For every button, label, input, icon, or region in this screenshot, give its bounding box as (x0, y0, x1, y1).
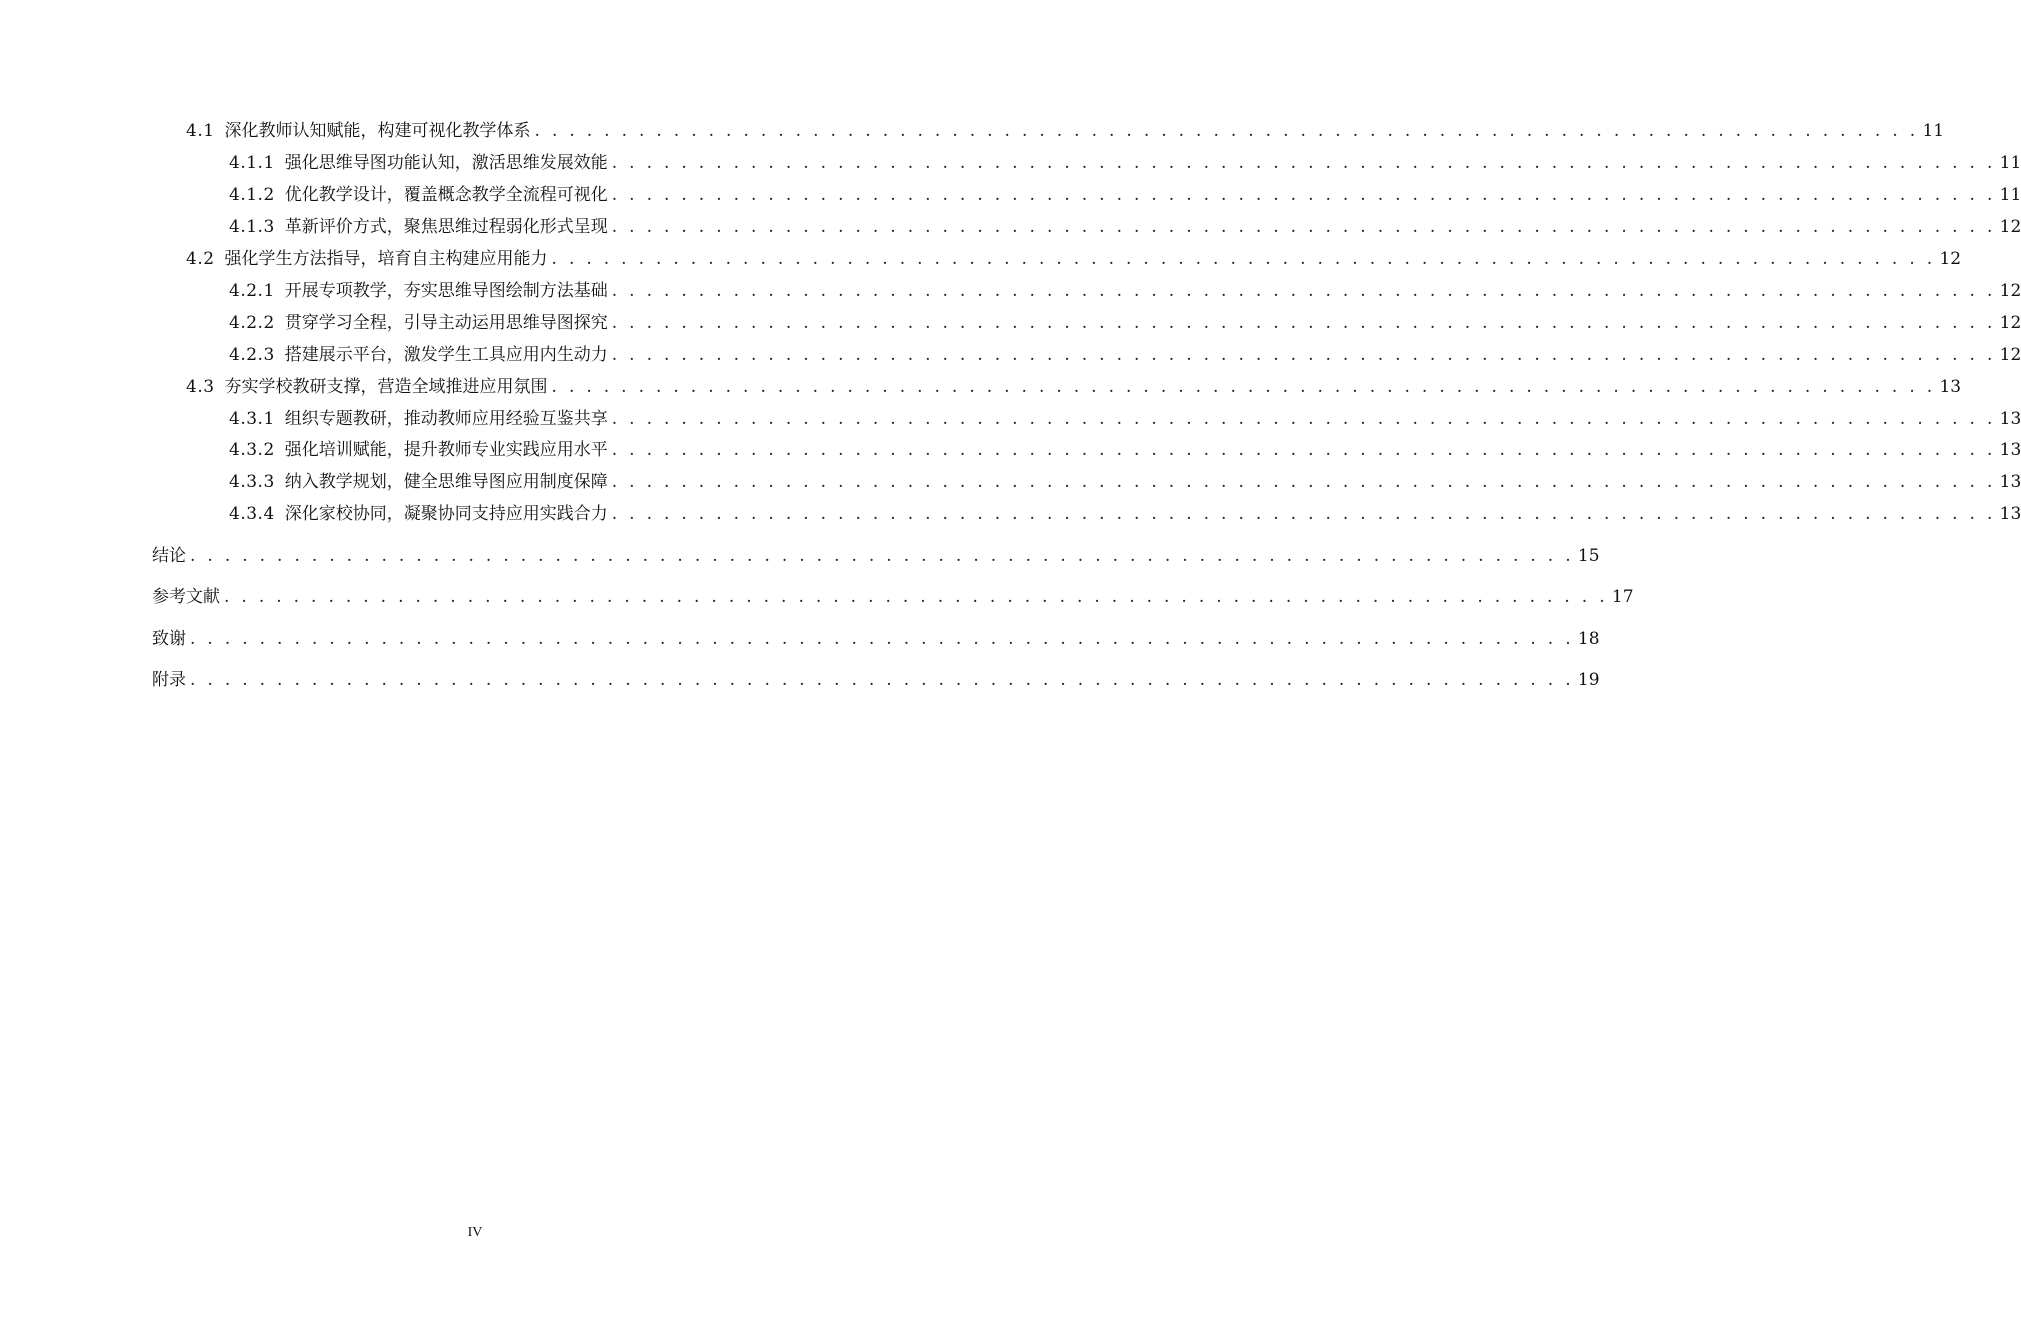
toc-entry-page: 17 (1611, 587, 1634, 607)
dot-leader: . . . . . . . . . . . . . . . . . . . . . . . . . . . . . . . . . . . . . . . . . . . . . . . . . . . . . . . . . . . . . . . . . . . . . . . . . . . . . . . . (190, 546, 1574, 566)
toc-entry-references[interactable] (152, 585, 1634, 609)
dot-leader: . . . . . . . . . . . . . . . . . . . . . . . . . . . . . . . . . . . . . . . . . . . . . . . . . . . . . . . . . . . . . . . . . . . . . . . . . . . . . . . . (611, 281, 1996, 301)
toc-entry-page: 12 (1999, 313, 2021, 333)
dot-leader: . . . . . . . . . . . . . . . . . . . . . . . . . . . . . . . . . . . . . . . . . . . . . . . . . . . . . . . . . . . . . . . . . . . . . . . . . . . . . . . . (190, 629, 1574, 649)
toc-entry-page: 13 (1999, 440, 2021, 460)
page-number-footer: IV (467, 1225, 483, 1240)
toc-entry-number: 4.1.3 (229, 217, 275, 237)
dot-leader: . . . . . . . . . . . . . . . . . . . . . . . . . . . . . . . . . . . . . . . . . . . . . . . . . . . . . . . . . . . . . . . . . . . . . . . . . . . . . . . . (611, 409, 1996, 429)
toc-entry-title: 附录 (152, 670, 186, 690)
toc-entry-page: 12 (1999, 281, 2021, 301)
toc-entry-4-1-3[interactable] (229, 215, 2021, 239)
toc-entry-4-3-4[interactable] (229, 502, 2021, 526)
dot-leader: . . . . . . . . . . . . . . . . . . . . . . . . . . . . . . . . . . . . . . . . . . . . . . . . . . . . . . . . . . . . . . . . . . . . . . . . . . . . . . . . (611, 217, 1996, 237)
toc-entry-page: 13 (1939, 377, 1962, 397)
toc-entry-number: 4.2.1 (229, 281, 275, 301)
dot-leader: . . . . . . . . . . . . . . . . . . . . . . . . . . . . . . . . . . . . . . . . . . . . . . . . . . . . . . . . . . . . . . . . . . . . . . . . . . . . . . . . (611, 504, 1996, 524)
toc-entry-page: 11 (1999, 185, 2021, 205)
toc-entry-title: 组织专题教研，推动教师应用经验互鉴共享 (284, 409, 608, 429)
dot-leader: . . . . . . . . . . . . . . . . . . . . . . . . . . . . . . . . . . . . . . . . . . . . . . . . . . . . . . . . . . . . . . . . . . . . . . . . . . . . . . . . (611, 472, 1996, 492)
toc-entry-number: 4.3.4 (229, 504, 275, 524)
toc-entry-appendix[interactable] (152, 668, 1600, 692)
dot-leader: . . . . . . . . . . . . . . . . . . . . . . . . . . . . . . . . . . . . . . . . . . . . . . . . . . . . . . . . . . . . . . . . . . . . . . . . . . . . . . . . (551, 377, 1936, 397)
toc-entry-page: 12 (1939, 249, 1962, 269)
toc-entry-4-3-2[interactable] (229, 438, 2021, 462)
toc-entry-4-3-1[interactable] (229, 407, 2021, 431)
dot-leader: . . . . . . . . . . . . . . . . . . . . . . . . . . . . . . . . . . . . . . . . . . . . . . . . . . . . . . . . . . . . . . . . . . . . . . . . . . . . . . . . (611, 345, 1996, 365)
toc-entry-page: 19 (1577, 670, 1600, 690)
toc-entry-4-2-1[interactable] (229, 279, 2021, 303)
toc-entry-4-1-2[interactable] (229, 183, 2021, 207)
toc-entry-title: 结论 (152, 546, 186, 566)
toc-entry-page: 18 (1577, 629, 1600, 649)
toc-entry-title: 深化教师认知赋能，构建可视化教学体系 (224, 121, 531, 141)
toc-entry-number: 4.3 (186, 377, 215, 397)
toc-entry-title: 革新评价方式，聚焦思维过程弱化形式呈现 (284, 217, 608, 237)
toc-entry-4-1-1[interactable] (229, 151, 2021, 175)
toc-entry-page: 12 (1999, 345, 2021, 365)
dot-leader: . . . . . . . . . . . . . . . . . . . . . . . . . . . . . . . . . . . . . . . . . . . . . . . . . . . . . . . . . . . . . . . . . . . . . . . . . . . . . . . . (611, 153, 1996, 173)
toc-entry-number: 4.3.2 (229, 440, 275, 460)
toc-entry-title: 贯穿学习全程，引导主动运用思维导图探究 (284, 313, 608, 333)
toc-entry-title: 搭建展示平台，激发学生工具应用内生动力 (284, 345, 608, 365)
toc-entry-number: 4.2 (186, 249, 215, 269)
toc-entry-title: 致谢 (152, 629, 186, 649)
toc-entry-title: 纳入教学规划，健全思维导图应用制度保障 (284, 472, 608, 492)
dot-leader: . . . . . . . . . . . . . . . . . . . . . . . . . . . . . . . . . . . . . . . . . . . . . . . . . . . . . . . . . . . . . . . . . . . . . . . . . . . . . . . . (224, 587, 1608, 607)
dot-leader: . . . . . . . . . . . . . . . . . . . . . . . . . . . . . . . . . . . . . . . . . . . . . . . . . . . . . . . . . . . . . . . . . . . . . . . . . . . . . . . . (611, 313, 1996, 333)
toc-entry-4-1[interactable] (186, 119, 1945, 143)
toc-entry-page: 13 (1999, 504, 2021, 524)
toc-entry-title: 参考文献 (152, 587, 220, 607)
toc-entry-number: 4.1.2 (229, 185, 275, 205)
toc-entry-number: 4.3.3 (229, 472, 275, 492)
toc-entry-title: 优化教学设计，覆盖概念教学全流程可视化 (284, 185, 608, 205)
toc-entry-page: 15 (1577, 546, 1600, 566)
toc-entry-4-2[interactable] (186, 247, 1962, 271)
toc-entry-number: 4.2.2 (229, 313, 275, 333)
toc-entry-title: 开展专项教学，夯实思维导图绘制方法基础 (284, 281, 608, 301)
toc-entry-4-2-3[interactable] (229, 343, 2021, 367)
toc-entry-page: 11 (1922, 121, 1945, 141)
toc-entry-title: 强化培训赋能，提升教师专业实践应用水平 (284, 440, 608, 460)
dot-leader: . . . . . . . . . . . . . . . . . . . . . . . . . . . . . . . . . . . . . . . . . . . . . . . . . . . . . . . . . . . . . . . . . . . . . . . . . . . . . . . . (551, 249, 1936, 269)
toc-entry-4-3[interactable] (186, 375, 1962, 399)
toc-entry-page: 13 (1999, 472, 2021, 492)
toc-entry-title: 强化学生方法指导，培育自主构建应用能力 (224, 249, 548, 269)
dot-leader: . . . . . . . . . . . . . . . . . . . . . . . . . . . . . . . . . . . . . . . . . . . . . . . . . . . . . . . . . . . . . . . . . . . . . . . . . . . . . . . . (190, 670, 1574, 690)
toc-entry-page: 13 (1999, 409, 2021, 429)
toc-entry-acknowledgements[interactable] (152, 627, 1600, 651)
toc-entry-number: 4.1 (186, 121, 215, 141)
dot-leader: . . . . . . . . . . . . . . . . . . . . . . . . . . . . . . . . . . . . . . . . . . . . . . . . . . . . . . . . . . . . . . . . . . . . . . . . . . . . . . . . (611, 440, 1996, 460)
toc-entry-title: 强化思维导图功能认知，激活思维发展效能 (284, 153, 608, 173)
toc-entry-4-2-2[interactable] (229, 311, 2021, 335)
toc-entry-page: 11 (1999, 153, 2021, 173)
toc-entry-title: 夯实学校教研支撑，营造全域推进应用氛围 (224, 377, 548, 397)
toc-entry-number: 4.2.3 (229, 345, 275, 365)
toc-entry-4-3-3[interactable] (229, 470, 2021, 494)
dot-leader: . . . . . . . . . . . . . . . . . . . . . . . . . . . . . . . . . . . . . . . . . . . . . . . . . . . . . . . . . . . . . . . . . . . . . . . . . . . . . . . . (611, 185, 1996, 205)
toc-entry-page: 12 (1999, 217, 2021, 237)
toc-entry-number: 4.3.1 (229, 409, 275, 429)
toc-entry-conclusion[interactable] (152, 544, 1600, 568)
toc-entry-title: 深化家校协同，凝聚协同支持应用实践合力 (284, 504, 608, 524)
dot-leader: . . . . . . . . . . . . . . . . . . . . . . . . . . . . . . . . . . . . . . . . . . . . . . . . . . . . . . . . . . . . . . . . . . . . . . . . . . . . . . . . (534, 121, 1919, 141)
toc-entry-number: 4.1.1 (229, 153, 275, 173)
